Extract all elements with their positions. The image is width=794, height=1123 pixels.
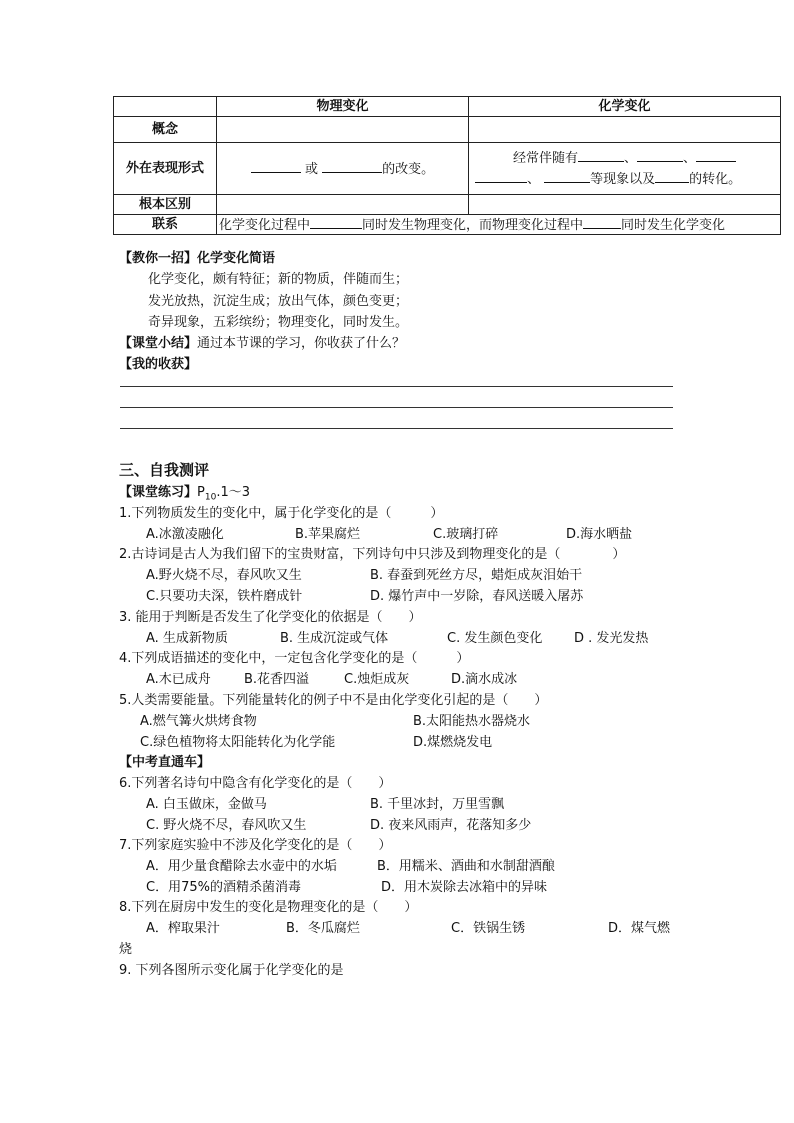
- form-physical: [217, 143, 469, 195]
- option: D. 爆竹声中一岁除，春风送暖入屠苏: [370, 589, 584, 604]
- option: B.花香四溢: [244, 672, 310, 687]
- option: A．榨取果汁: [146, 921, 220, 936]
- question-stem: 5.人类需要能量。下列能量转化的例子中不是由化学变化引起的是（ ）: [119, 693, 548, 708]
- answer-line: [120, 386, 673, 387]
- option: A.冰激凌融化: [146, 527, 224, 542]
- form-label: 外在表现形式: [114, 143, 217, 195]
- table-row-concept: [114, 117, 781, 143]
- option: D . 发光发热: [574, 631, 649, 646]
- option-wrap: 烧: [119, 942, 133, 957]
- teach-title: 【教你一招】化学变化简语: [119, 251, 276, 266]
- question-stem: 6.下列著名诗句中隐含有化学变化的是（ ）: [119, 776, 392, 791]
- concept-label: 概念: [114, 117, 217, 143]
- question-stem: 2.古诗词是古人为我们留下的宝贵财富，下列诗句中只涉及到物理变化的是（ ）: [119, 547, 626, 562]
- question-stem: 4.下列成语描述的变化中，一定包含化学变化的是（ ）: [119, 651, 470, 666]
- concept-chemical: [469, 117, 781, 143]
- answer-line: [120, 428, 673, 429]
- option: A．用少量食醋除去水壶中的水垢: [146, 859, 337, 874]
- question-stem: 1.下列物质发生的变化中，属于化学变化的是（ ）: [119, 506, 444, 521]
- option: B．用糯米、酒曲和水制甜酒酿: [377, 859, 555, 874]
- practice-heading: 【课堂练习】$P_{10}.1\sim 3$: [119, 485, 250, 503]
- table-row-essence: [114, 195, 781, 215]
- option: A. 生成新物质: [146, 631, 228, 646]
- option: D.煤燃烧发电: [413, 735, 493, 750]
- question-stem: 8.下列在厨房中发生的变化是物理变化的是（ ）: [119, 900, 418, 915]
- option: A.木已成舟: [146, 672, 211, 687]
- answer-line: [120, 407, 673, 408]
- option: B.苹果腐烂: [295, 527, 361, 542]
- option: D．用木炭除去冰箱中的异味: [381, 880, 548, 895]
- blank: [322, 159, 382, 173]
- link-label: 联系: [114, 215, 217, 235]
- table-header-row: [114, 97, 781, 117]
- teach-line: 发光放热，沉淀生成；放出气体，颜色变更；: [148, 294, 409, 309]
- link-text: 化学变化过程中 同时发生物理变化，而物理变化过程中 同时发生化学变化: [217, 215, 781, 235]
- table-row-link: [114, 215, 781, 235]
- question-stem: 9. 下列各图所示变化属于化学变化的是: [119, 963, 344, 978]
- essence-chemical: [469, 195, 781, 215]
- option: C. 野火烧不尽，春风吹又生: [146, 818, 307, 833]
- form-chem-transform: 的转化。: [689, 171, 742, 187]
- option: B．冬瓜腐烂: [286, 921, 360, 936]
- form-chem-accompany: 经常伴随有: [513, 150, 579, 166]
- option: B. 千里冰封，万里雪飘: [370, 797, 505, 812]
- option: B. 春蚕到死丝方尽，蜡炬成灰泪始干: [370, 568, 583, 583]
- harvest-title: 【我的收获】: [119, 357, 198, 372]
- option: C．铁锅生锈: [451, 921, 526, 936]
- form-chemical: 经常伴随有 、 、 、 等现象以及 的转化。: [469, 143, 781, 195]
- option: D．煤气燃: [608, 921, 671, 936]
- section3-title: 三、自我测评: [119, 461, 210, 479]
- option: C.只要功夫深，铁杵磨成针: [146, 589, 303, 604]
- essence-physical: [217, 195, 469, 215]
- option: A.野火烧不尽，春风吹又生: [146, 568, 302, 583]
- comparison-table: [113, 96, 781, 235]
- option: C.玻璃打碎: [433, 527, 499, 542]
- option: C. 发生颜色变化: [447, 631, 543, 646]
- table-row-form: [114, 143, 781, 195]
- concept-physical: [217, 117, 469, 143]
- summary-text: 通过本节课的学习，你收获了什么？: [197, 336, 406, 351]
- option: D.滴水成冰: [451, 672, 518, 687]
- option: A.燃气篝火烘烤食物: [140, 714, 257, 729]
- teach-line: 化学变化，颇有特征；新的物质，伴随而生；: [148, 272, 409, 287]
- option: C.烛炬成灰: [344, 672, 410, 687]
- exam-title: 【中考直通车】: [119, 755, 211, 770]
- question-stem: 7.下列家庭实验中不涉及化学变化的是（ ）: [119, 838, 392, 853]
- header-physical: 物理变化: [217, 97, 469, 117]
- teach-line: 奇异现象，五彩缤纷；物理变化，同时发生。: [148, 315, 409, 330]
- option: D. 夜来风雨声，花落知多少: [370, 818, 532, 833]
- option: C．用75%的酒精杀菌消毒: [146, 880, 301, 895]
- option: B.太阳能热水器烧水: [413, 714, 531, 729]
- option: D.海水晒盐: [566, 527, 633, 542]
- header-chemical: 化学变化: [469, 97, 781, 117]
- summary-title: 【课堂小结】: [119, 336, 198, 351]
- question-stem: 3. 能用于判断是否发生了化学变化的依据是（ ）: [119, 610, 422, 625]
- summary: [119, 332, 405, 351]
- blank: [251, 159, 301, 173]
- option: C.绿色植物将太阳能转化为化学能: [140, 735, 336, 750]
- form-or: 或: [304, 162, 318, 177]
- option: B. 生成沉淀或气体: [280, 631, 389, 646]
- essence-label: 根本区别: [114, 195, 217, 215]
- corner-cell: [114, 97, 217, 117]
- option: A. 白玉做床，金做马: [146, 797, 267, 812]
- form-change: 的改变。: [382, 162, 435, 177]
- form-chem-phenomena: 等现象以及: [590, 171, 656, 187]
